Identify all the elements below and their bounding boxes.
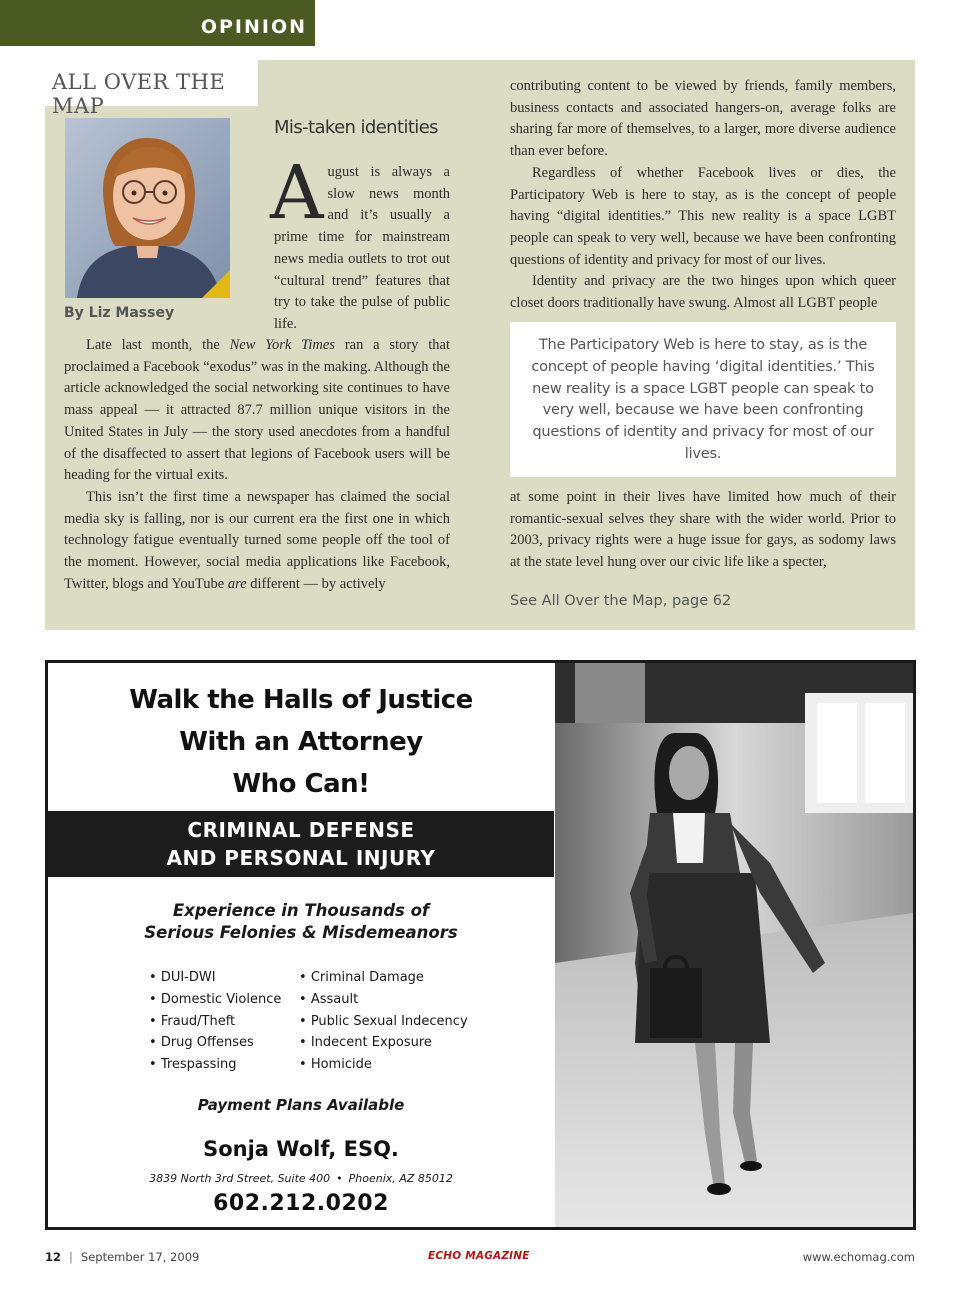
service-item: • Domestic Violence [149,989,281,1011]
continued-link[interactable]: See All Over the Map, page 62 [510,593,732,609]
service-item: • Assault [299,989,468,1011]
article-column-1-top [270,150,450,336]
website-link[interactable]: www.echomag.com [802,1250,915,1264]
attorney-walking-image [555,663,913,1227]
ad-payment-plans: Payment Plans Available [197,1096,405,1114]
article-paragraph: Late last month, the New York Times ran a story that proclaimed a Facebook “exodus” was in the making. Although the article acknowledged the social networking site continues to have mass appeal — it attracted 87.7 million unique visitors in the United States in July — the story used anecdotes from a handful of the disaffected to assert that legions of Facebook users will be heading for the virtual exits. [64,337,451,484]
article-paragraph: Regardless of whether Facebook lives or dies, the Participatory Web is here to stay, as is the concept of people having “digital identities.” This new reality is a space LGBT people can speak to very well, because we have been confronting questions of identity and privacy for most of our lives. [510,164,896,268]
column-name: ALL OVER THE MAP [52,70,226,118]
footer-page-info: 12 | September 17, 2009 [45,1250,200,1264]
ad-attorney-name: Sonja Wolf, ESQ. [203,1137,399,1161]
service-item: • Indecent Exposure [299,1032,468,1054]
page-number: 12 [45,1250,62,1264]
ad-practice-band: CRIMINAL DEFENSE AND PERSONAL INJURY [48,811,554,877]
article-paragraph: Identity and privacy are the two hinges upon which queer closet doors traditionally have swung. Almost all LGBT people [510,273,896,312]
ad-phone[interactable]: 602.212.0202 [213,1191,389,1216]
article-paragraph: August is always a slow news month and it’s usually a prime time for mainstream news media outlets to trot out “cultural trend” features that try to take the pulse of public life. [270,150,450,332]
service-item: • Homicide [299,1054,468,1076]
page-footer [45,1250,915,1266]
pull-quote [510,322,896,477]
article-headline: Mis-taken identities [274,117,438,138]
ad-attorney-photo [555,663,913,1227]
service-item: • Criminal Damage [299,967,468,989]
service-item: • Trespassing [149,1054,281,1076]
attorney-advertisement [45,660,916,1230]
byline: By Liz Massey [64,305,175,321]
article-paragraph: contributing content to be viewed by friends, family members, business contacts and associated hangers-on, average folks are sharing far more of themselves, to a larger, more diverse audience than ever before. [510,78,896,160]
article-column-1-bottom [64,335,450,595]
section-label: OPINION [200,16,307,38]
article-paragraph: This isn’t the first time a newspaper has claimed the social media sky is falling, nor is our current era the first one in which technology fatigue eventually turned some people off the tool of the moment. However, social media applications like Facebook, Twitter, blogs and YouTube are different — by actively [64,488,450,592]
ad-services-left [149,967,281,1076]
publication-name: ECHO MAGAZINE [428,1250,530,1262]
ad-services-right [299,967,468,1076]
service-item: • Fraud/Theft [149,1011,281,1033]
ad-experience: Experience in Thousands of Serious Felonies & Misdemeanors [144,901,458,942]
article-column-2-bottom [510,487,896,574]
column-name-badge [45,60,258,118]
photo-accent-corner [202,270,230,298]
ad-address: 3839 North 3rd Street, Suite 400 • Phoenix, AZ 85012 [149,1172,453,1185]
service-item: • Drug Offenses [149,1032,281,1054]
author-photo [65,118,230,298]
article-column-2-top [510,76,896,315]
article-paragraph: at some point in their lives have limited how much of their romantic-sexual selves they share with the wider world. Prior to 2003, privacy rights were a huge issue for gays, as sodomy laws at the state level hung over our civic life like a specter, [510,489,896,571]
issue-date: September 17, 2009 [80,1250,200,1264]
service-item: • Public Sexual Indecency [299,1011,468,1033]
ad-headline: Walk the Halls of Justice With an Attorney Who Can! [129,685,473,799]
service-item: • DUI-DWI [149,967,281,989]
drop-cap: A [270,150,324,236]
section-tab [0,0,315,46]
pull-quote-text: The Participatory Web is here to stay, as is the concept of people having ‘digital identities.’ This new reality is a space LGBT people can speak to very well, because we have been confronting questions of identity and privacy for most of our lives. [531,337,875,462]
